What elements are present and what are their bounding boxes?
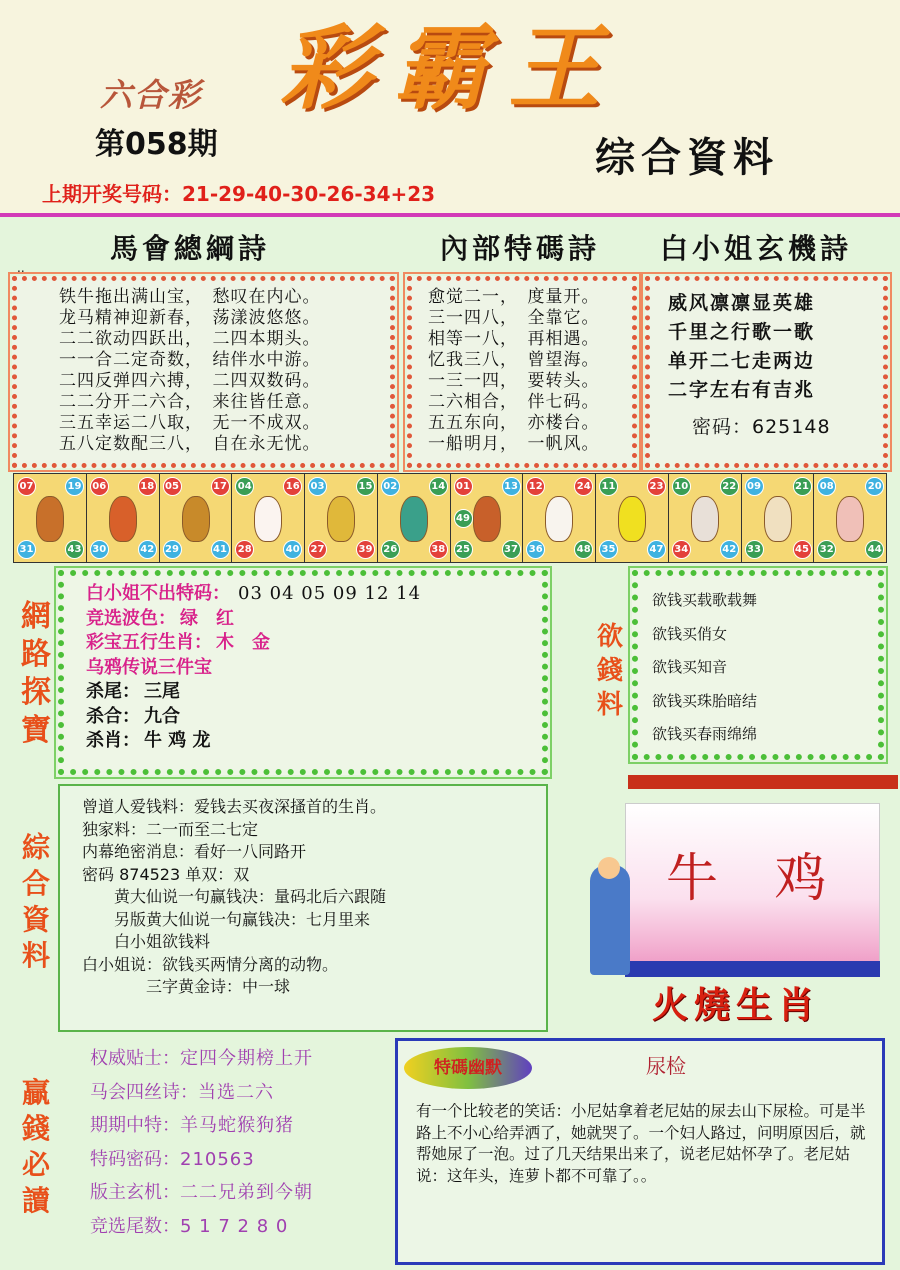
must-read-key: 版主玄机：: [90, 1182, 180, 1203]
money-item: 欲钱买春雨绵绵: [652, 725, 758, 743]
money-item: 欲钱买珠胎暗结: [652, 691, 758, 710]
comprehensive-line: 三字黄金诗：中一球: [82, 977, 291, 996]
comprehensive-line: 另版黄大仙说一句赢钱决：七月里来: [82, 909, 371, 929]
ox-illustration: [109, 496, 137, 542]
poem-line: 二六相合， 伴七码。: [428, 392, 600, 412]
number-ball: 11: [599, 477, 618, 496]
joke-body: 有一个比较老的笑话：小尼姑拿着老尼姑的尿去山下尿检。可是半路上不小心给弄洒了，她就哭了。一个妇人路过，问明原因后，就帮她尿了一泡。过了几天结果出来了，说老尼姑怀孕了。老尼姑说：这年头，连萝卜都不可靠了。。: [416, 1102, 866, 1185]
number-ball: 17: [211, 477, 230, 496]
joke-title: 尿检: [646, 1054, 686, 1078]
number-ball: 40: [283, 540, 302, 559]
poem3-code: 密码：625148: [692, 416, 831, 438]
number-ball: 21: [793, 477, 812, 496]
number-ball: 15: [356, 477, 375, 496]
zodiac-card-pig: [814, 474, 886, 562]
must-read-value: 210563: [180, 1148, 255, 1170]
dots: ..: [17, 261, 25, 275]
painter-head: [598, 857, 620, 879]
header-divider: [0, 213, 900, 217]
number-ball: 42: [138, 540, 157, 559]
number-ball: 23: [647, 477, 666, 496]
number-ball: 39: [356, 540, 375, 559]
pig-illustration: [836, 496, 864, 542]
brand-label: 六合彩: [100, 76, 203, 114]
poem-line: 二字左右有吉兆: [668, 379, 816, 401]
number-ball: 44: [865, 540, 884, 559]
number-ball: 32: [817, 540, 836, 559]
zodiac-card-rooster: [669, 474, 741, 562]
board: [625, 803, 880, 963]
zodiac-card-tiger: [160, 474, 232, 562]
web-treasure-label: 網路探寶: [21, 599, 51, 748]
painter-figure: [590, 865, 630, 975]
poem-line: 一船明月， 一帆风。: [428, 434, 600, 454]
number-ball: 20: [865, 477, 884, 496]
comprehensive-line: 白小姐欲钱料: [82, 932, 211, 951]
joke-badge: 特碼幽默: [404, 1047, 532, 1089]
zodiac-card-horse: [451, 474, 523, 562]
poem3-title: 白小姐玄機詩: [660, 232, 853, 265]
must-read-key: 特码密码：: [90, 1148, 180, 1170]
treasure-line: [86, 705, 421, 730]
number-ball: 34: [672, 540, 691, 559]
poem-line: 忆我三八， 曾望海。: [428, 350, 600, 370]
number-ball: 38: [429, 540, 448, 559]
zodiac-card-ox: [87, 474, 159, 562]
poem-line: 三一四八， 全靠它。: [428, 308, 600, 328]
number-ball: 05: [163, 477, 182, 496]
number-ball: 01: [454, 477, 473, 496]
treasure-key: 杀合：: [86, 705, 140, 727]
number-ball: 12: [526, 477, 545, 496]
number-ball: 35: [599, 540, 618, 559]
poem-line: 五五东向， 亦楼台。: [428, 413, 600, 433]
poem-line: 三五幸运二八取， 无一不成双。: [59, 413, 321, 433]
poem-line: 相等一八， 再相遇。: [428, 329, 600, 349]
must-read-value: 定四今期榜上开: [180, 1048, 313, 1069]
must-read-label: 贏錢必讀: [21, 1076, 50, 1217]
number-ball: 43: [65, 540, 84, 559]
zodiac-card-rat: [14, 474, 86, 562]
poem2-title: 內部特碼詩: [440, 232, 601, 265]
last-draw-numbers: 上期开奖号码：21-29-40-30-26-34+23: [42, 182, 436, 206]
must-read-key: 竞选尾数：: [90, 1215, 180, 1237]
number-ball: 03: [308, 477, 327, 496]
must-read-value: 羊马蛇猴狗猪: [180, 1115, 294, 1136]
poem3-box: [645, 276, 888, 468]
poem1-title: 馬會總綱詩: [110, 232, 271, 265]
must-read-item: [90, 1143, 313, 1177]
comprehensive-line: 独家料：二一而至二七定: [82, 819, 259, 839]
number-ball: 10: [672, 477, 691, 496]
poem-line: 千里之行歌一歌: [668, 321, 816, 343]
money-item: 欲钱买知音: [652, 658, 728, 676]
number-ball: 47: [647, 540, 666, 559]
poem-line: 单开二七走两边: [668, 350, 816, 372]
number-ball: 06: [90, 477, 109, 496]
must-read-value: 当选二六: [198, 1081, 274, 1103]
must-read-item: [90, 1176, 313, 1210]
must-read-key: 期期中特：: [90, 1115, 180, 1136]
number-ball: 31: [17, 540, 36, 559]
number-ball: 37: [502, 540, 521, 559]
number-ball: 45: [793, 540, 812, 559]
zodiac-card-goat: [523, 474, 595, 562]
number-ball: 49: [454, 509, 473, 528]
zodiac-card-dog: [742, 474, 814, 562]
treasure-value: 绿 红: [180, 607, 234, 629]
page-title: 彩霸王: [280, 14, 623, 122]
snake-illustration: [400, 496, 428, 542]
money-material-label: 欲錢料: [596, 622, 623, 720]
fire-zodiac-caption: 火燒生肖: [652, 984, 821, 1026]
money-item: 欲钱买俏女: [652, 624, 728, 643]
number-ball: 26: [381, 540, 400, 559]
number-ball: 30: [90, 540, 109, 559]
number-ball: 22: [720, 477, 739, 496]
number-ball: 13: [502, 477, 521, 496]
number-ball: 36: [526, 540, 545, 559]
treasure-line: [86, 582, 421, 607]
rabbit-illustration: [254, 496, 282, 542]
number-ball: 18: [138, 477, 157, 496]
number-ball: 04: [235, 477, 254, 496]
number-ball: 29: [163, 540, 182, 559]
treasure-value: 三尾: [144, 681, 180, 702]
money-material-box: [632, 570, 884, 760]
poem-line: 威风凛凛显英雄: [668, 292, 816, 314]
treasure-line: [86, 607, 421, 632]
zodiac-number-strip: [13, 473, 887, 563]
comprehensive-box: [58, 784, 548, 1032]
number-ball: 16: [283, 477, 302, 496]
horse-illustration: [473, 496, 501, 542]
number-ball: 02: [381, 477, 400, 496]
subtitle: 综合資料: [595, 134, 779, 181]
comprehensive-line: 内幕绝密消息：看好一八同路开: [82, 842, 307, 861]
treasure-value: 九合: [144, 705, 180, 727]
comprehensive-line: 密码 874523 单双：双: [82, 864, 250, 884]
poem-line: 五八定数配三八， 自在永无忧。: [59, 434, 321, 454]
must-read-item: [90, 1210, 313, 1244]
poem-line: 二二欲动四跃出， 二四本期头。: [59, 329, 321, 349]
treasure-key: 杀尾：: [86, 681, 140, 702]
number-ball: 25: [454, 540, 473, 559]
treasure-key: 竞选波色：: [86, 607, 176, 629]
number-ball: 28: [235, 540, 254, 559]
zodiac-card-rabbit: [232, 474, 304, 562]
treasure-line: [86, 656, 421, 681]
dog-illustration: [764, 496, 792, 542]
joke-box: [395, 1038, 885, 1265]
number-ball: 24: [574, 477, 593, 496]
web-treasure-box: [58, 570, 548, 775]
treasure-line: [86, 631, 421, 656]
poem-line: 二四反弹四六搏， 二四双数码。: [59, 371, 321, 391]
must-read-value: 5 1 7 2 8 0: [180, 1215, 289, 1237]
board-rail: [628, 775, 898, 789]
must-read-value: 二二兄弟到今朝: [180, 1182, 313, 1203]
number-ball: 42: [720, 540, 739, 559]
poem-line: 一三一四， 要转头。: [428, 371, 600, 391]
board-base: [625, 961, 880, 977]
poem-line: 龙马精神迎新春， 荡漾波悠悠。: [59, 308, 321, 328]
must-read-key: 权威贴士：: [90, 1048, 180, 1069]
number-ball: 07: [17, 477, 36, 496]
monkey-illustration: [618, 496, 646, 542]
poem1-box: [12, 276, 395, 468]
poem-line: 铁牛拖出满山宝， 愁叹在内心。: [59, 287, 321, 307]
goat-illustration: [545, 496, 573, 542]
treasure-line: [86, 680, 421, 705]
treasure-key: 彩宝五行生肖：: [86, 632, 212, 653]
comprehensive-line: 曾道人爱钱料：爱钱去买夜深搔首的生肖。: [82, 797, 387, 816]
treasure-line: [86, 729, 421, 754]
poem-line: 一一合二定奇数， 结伴水中游。: [59, 350, 321, 370]
dragon-illustration: [327, 496, 355, 542]
must-read-item: [90, 1109, 313, 1143]
must-read-item: [90, 1042, 313, 1076]
treasure-value: 木 金: [216, 632, 270, 653]
zodiac-card-snake: [378, 474, 450, 562]
number-ball: 48: [574, 540, 593, 559]
board-text: 牛 鸡: [666, 849, 847, 909]
comprehensive-line: 白小姐说：欲钱买两情分离的动物。: [82, 954, 339, 974]
treasure-value: 03 04 05 09 12 14: [238, 583, 422, 604]
money-item: 欲钱买载歌载舞: [652, 591, 758, 609]
fire-zodiac-illustration: [570, 775, 900, 1035]
zodiac-card-dragon: [305, 474, 377, 562]
must-read-item: [90, 1076, 313, 1110]
treasure-value: 牛 鸡 龙: [144, 730, 211, 751]
number-ball: 09: [745, 477, 764, 496]
comprehensive-line: 黄大仙说一句赢钱决：量码北后六跟随: [82, 887, 387, 906]
number-ball: 41: [211, 540, 230, 559]
poem-line: 二二分开二六合， 来往皆任意。: [59, 392, 321, 412]
number-ball: 33: [745, 540, 764, 559]
poem-line: 愈觉二一， 度量开。: [428, 287, 600, 307]
rooster-illustration: [691, 496, 719, 542]
issue-number: 第058期: [95, 127, 218, 162]
tiger-illustration: [182, 496, 210, 542]
treasure-key: 白小姐不出特码：: [86, 583, 230, 604]
number-ball: 19: [65, 477, 84, 496]
must-read-key: 马会四丝诗：: [90, 1081, 198, 1103]
rat-illustration: [36, 496, 64, 542]
number-ball: 14: [429, 477, 448, 496]
comprehensive-label: 綜合資料: [21, 831, 50, 972]
treasure-key: 乌鸦传说三件宝: [86, 656, 212, 678]
poem2-box: [407, 276, 637, 468]
zodiac-card-monkey: [596, 474, 668, 562]
number-ball: 08: [817, 477, 836, 496]
number-ball: 27: [308, 540, 327, 559]
treasure-key: 杀肖：: [86, 730, 140, 751]
